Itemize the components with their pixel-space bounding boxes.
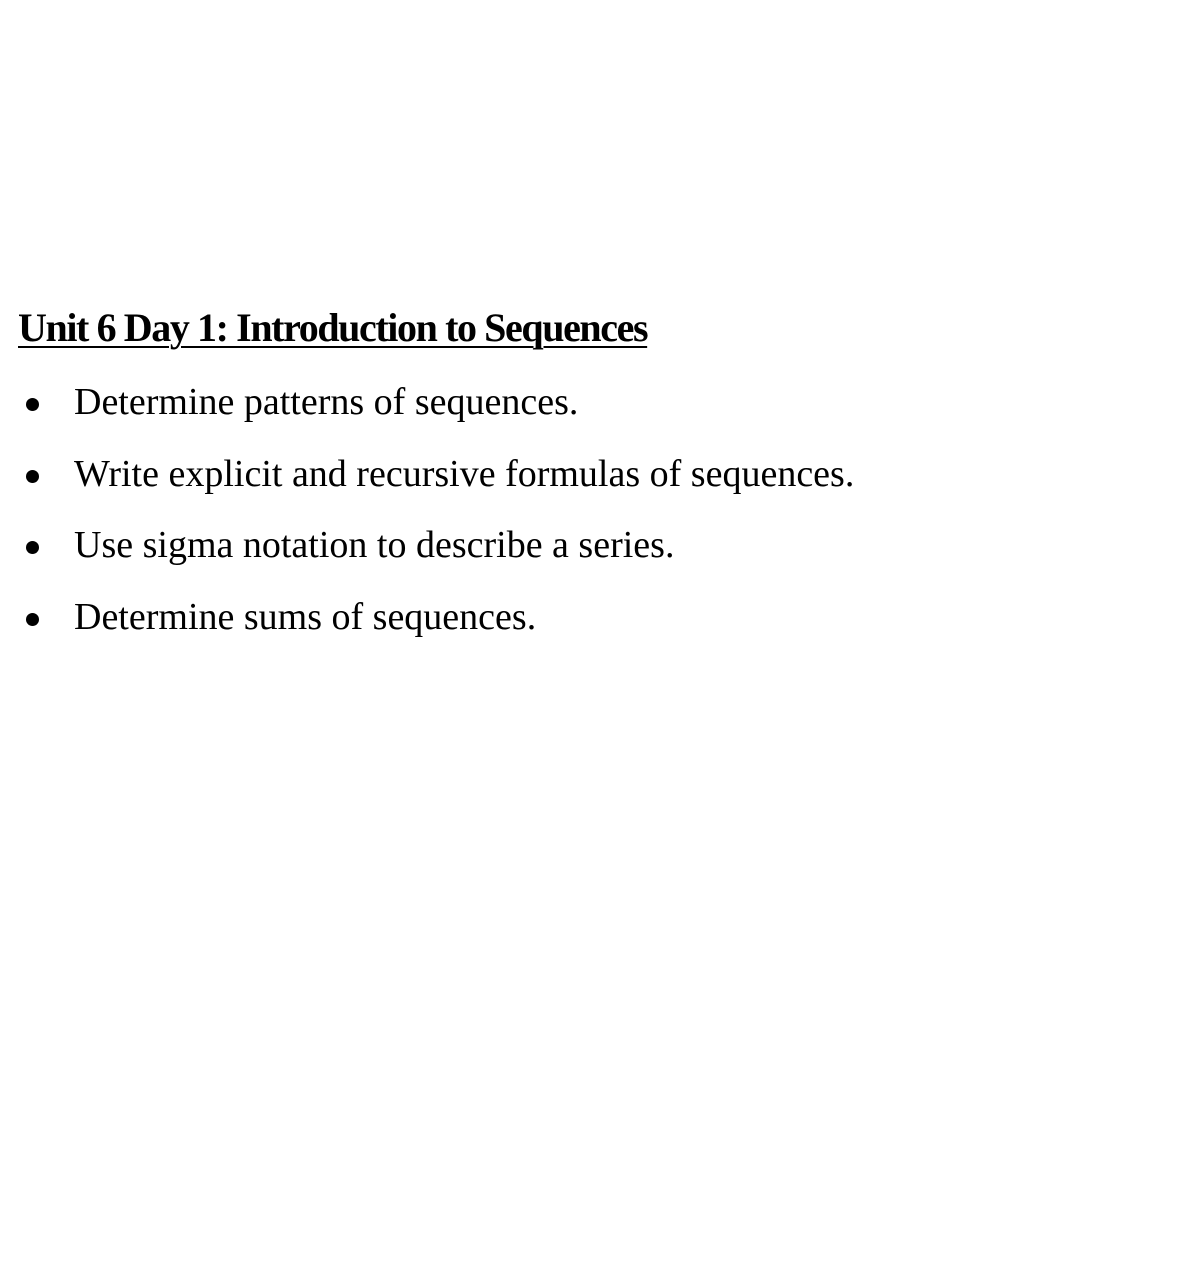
- bullet-icon: [26, 613, 39, 626]
- list-item: [0, 372, 854, 444]
- list-item: [0, 587, 854, 659]
- objectives-list: [0, 372, 854, 658]
- objective-text: Determine patterns of sequences.: [74, 381, 579, 423]
- objective-text: Write explicit and recursive formulas of sequences.: [74, 452, 855, 495]
- bullet-icon: [26, 398, 39, 411]
- objective-text: Determine sums of sequences.: [74, 595, 537, 638]
- page-title: Unit 6 Day 1: Introduction to Sequences: [18, 305, 648, 350]
- list-item: [0, 444, 854, 516]
- list-item: [0, 515, 854, 587]
- bullet-icon: [26, 541, 39, 554]
- bullet-icon: [26, 470, 39, 483]
- objective-text: Use sigma notation to describe a series.: [74, 524, 675, 566]
